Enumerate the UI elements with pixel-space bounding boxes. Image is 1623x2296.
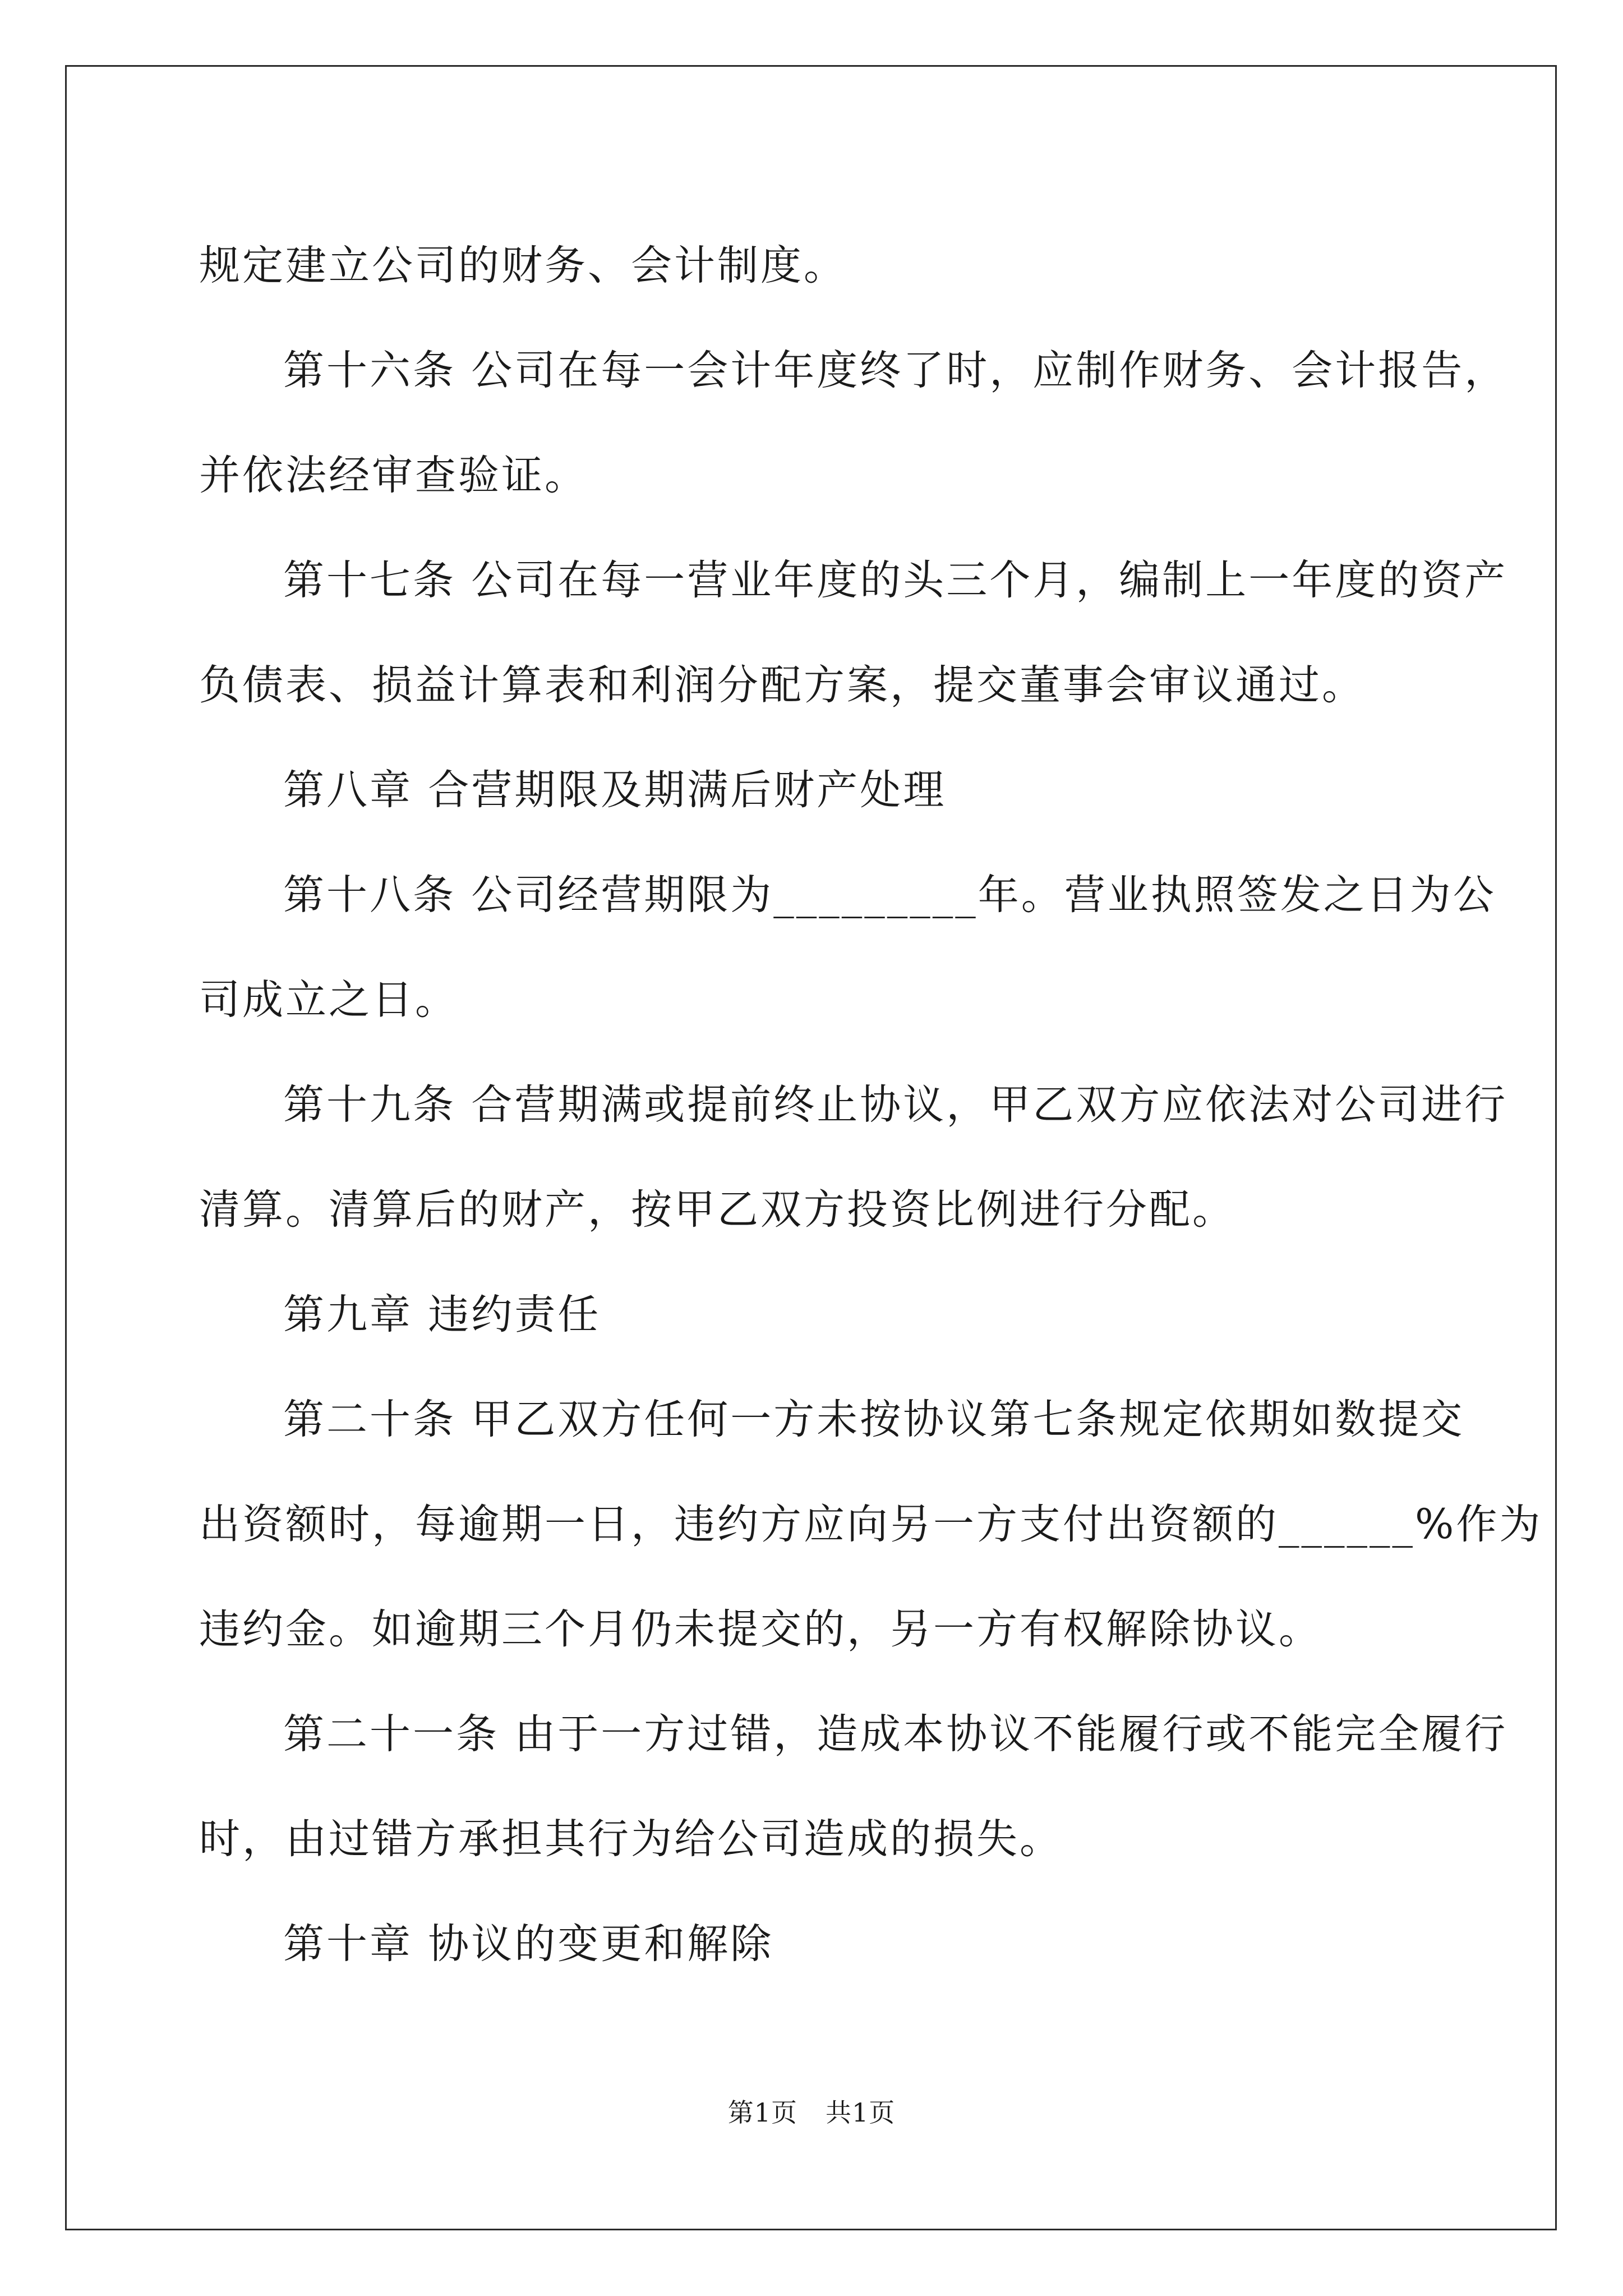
text-line: 规定建立公司的财务、会计制度。: [199, 242, 847, 289]
text-line: 司成立之日。: [199, 976, 458, 1024]
text-line: 违约金。如逾期三个月仍未提交的，另一方有权解除协议。: [199, 1605, 1322, 1653]
chapter-9-title: 第九章 违约责任: [283, 1291, 601, 1338]
page-footer: [0, 2092, 1623, 2129]
page-count: 共1页: [826, 2097, 896, 2128]
article-21-heading: 第二十一条 由于一方过错，造成本协议不能履行或不能完全履行: [283, 1710, 1508, 1758]
document-body: [199, 213, 1543, 1996]
article-17-heading: 第十七条 公司在每一营业年度的头三个月，编制上一年度的资产: [283, 556, 1508, 604]
text-line: 负债表、损益计算表和利润分配方案，提交董事会审议通过。: [199, 661, 1365, 709]
text-line: 时，由过错方承担其行为给公司造成的损失。: [199, 1815, 1063, 1863]
article-19-heading: 第十九条 合营期满或提前终止协议，甲乙双方应依法对公司进行: [283, 1081, 1508, 1129]
text-line: 出资额时，每逾期一日，违约方应向另一方支付出资额的______%作为: [199, 1501, 1543, 1548]
article-16-heading: 第十六条 公司在每一会计年度终了时，应制作财务、会计报告，: [283, 347, 1508, 394]
article-20-heading: 第二十条 甲乙双方任何一方未按协议第七条规定依期如数提交: [283, 1396, 1465, 1443]
article-18-heading: 第十八条 公司经营期限为_________年。营业执照签发之日为公: [283, 871, 1496, 919]
chapter-10-title: 第十章 协议的变更和解除: [283, 1920, 774, 1968]
chapter-8-title: 第八章 合营期限及期满后财产处理: [283, 766, 947, 814]
text-line: 清算。清算后的财产，按甲乙双方投资比例进行分配。: [199, 1186, 1235, 1234]
text-line: 并依法经审查验证。: [199, 452, 588, 499]
page-number: 第1页: [727, 2097, 797, 2128]
